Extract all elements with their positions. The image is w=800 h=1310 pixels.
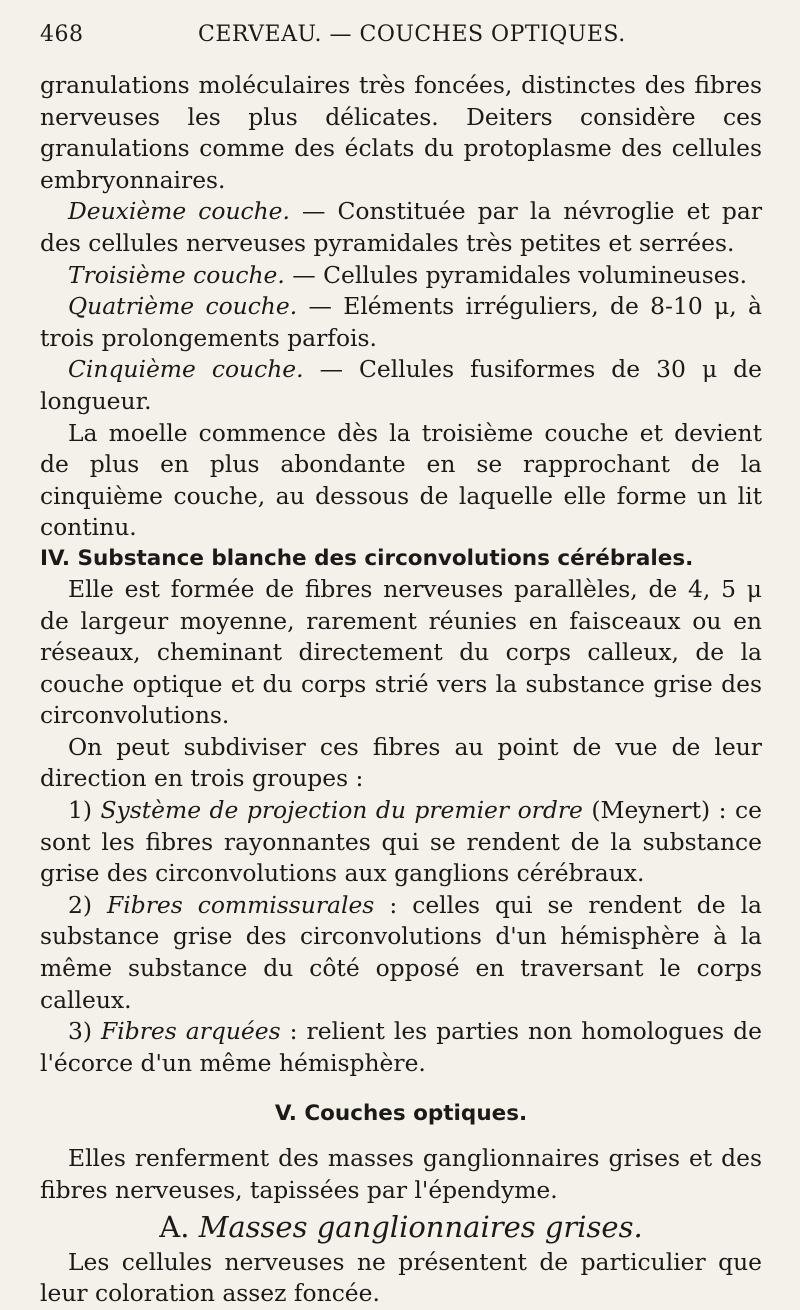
list-text: (Meynert) : ce sont les fibres rayonnantes qui se rendent de la substance grise des circonvolutions aux ganglions cérébraux.: [40, 796, 762, 888]
list-text: : celles qui se rendent de la substance grise des circonvolutions d'un hémisphère à la même substance du côté opposé en traversant le corps calleux.: [40, 890, 763, 1014]
list-label: Fibres arquées: [101, 1017, 281, 1046]
paragraph: Elles renferment des masses ganglionnaires grises et des fibres nerveuses, tapissées par l'épendyme.: [40, 1144, 762, 1204]
list-label: Fibres commissurales: [107, 890, 375, 919]
paragraph-cinquieme-couche: [40, 354, 762, 417]
paragraph: On peut subdiviser ces fibres au point de vue de leur direction en trois groupes :: [40, 732, 762, 793]
paragraph-moelle: La moelle commence dès la troisième couche et devient de plus en plus abondante en se rapprochant de la cinquième couche, au dessous de laquelle elle forme un lit continu.: [40, 418, 762, 542]
paragraph: Les cellules nerveuses ne présentent de particulier que leur coloration assez foncée.: [40, 1247, 762, 1308]
list-number: 1): [68, 796, 101, 825]
list-label: Système de projection du premier ordre: [100, 796, 583, 825]
page-number: 468: [40, 22, 84, 47]
list-item-3: [40, 1016, 762, 1079]
paragraph: granulations moléculaires très foncées, distinctes des fibres nerveuses les plus délicates. Deiters considère ces granulations comme des éclats du protoplasme des cellules embryonnaires.: [40, 71, 762, 194]
list-number: 3): [68, 1017, 102, 1046]
paragraph-troisieme-couche: [40, 260, 762, 292]
list-item-1: [40, 795, 762, 890]
paragraph-text: — Cellules pyramidales volumineuses.: [284, 260, 748, 289]
subsection-heading-a: [40, 1207, 762, 1247]
paragraph-quatrieme-couche: [40, 291, 762, 354]
running-title: CERVEAU. — COUCHES OPTIQUES.: [198, 22, 626, 47]
section-heading-v: V. Couches optiques.: [274, 1101, 528, 1127]
list-number: 2): [68, 890, 108, 919]
list-item-2: [40, 890, 762, 1016]
subsection-letter: A.: [159, 1209, 199, 1244]
paragraph-text: — Eléments irréguliers, de 8-10 μ, à trois prolongements parfois.: [40, 292, 762, 352]
paragraph: Elle est formée de fibres nerveuses parallèles, de 4, 5 μ de largeur moyenne, rarement réunies en faisceaux ou en réseaux, cheminant directement du corps calleux, de la couche optique et du corps strié vers la substance grise des circonvolutions.: [40, 574, 762, 730]
paragraph-label: Deuxième couche.: [68, 197, 290, 226]
paragraph-text: — Cellules fusiformes de 30 μ de longueur.: [40, 355, 762, 415]
paragraph-text: — Constituée par la névroglie et par des cellules nerveuses pyramidales très petites et serrées.: [40, 197, 762, 257]
paragraph-label: Quatrième couche.: [68, 292, 298, 321]
page-body: [40, 70, 762, 1310]
paragraph-label: Troisième couche.: [68, 260, 285, 289]
list-text: : relient les parties non homologues de l'écorce d'un même hémisphère.: [40, 1017, 762, 1077]
paragraph-deuxieme-couche: [40, 196, 762, 259]
section-heading-iv: IV. Substance blanche des circonvolutions cérébrales.: [40, 545, 694, 571]
subsection-title: Masses ganglionnaires grises.: [198, 1209, 643, 1244]
paragraph-label: Cinquième couche.: [68, 355, 304, 384]
